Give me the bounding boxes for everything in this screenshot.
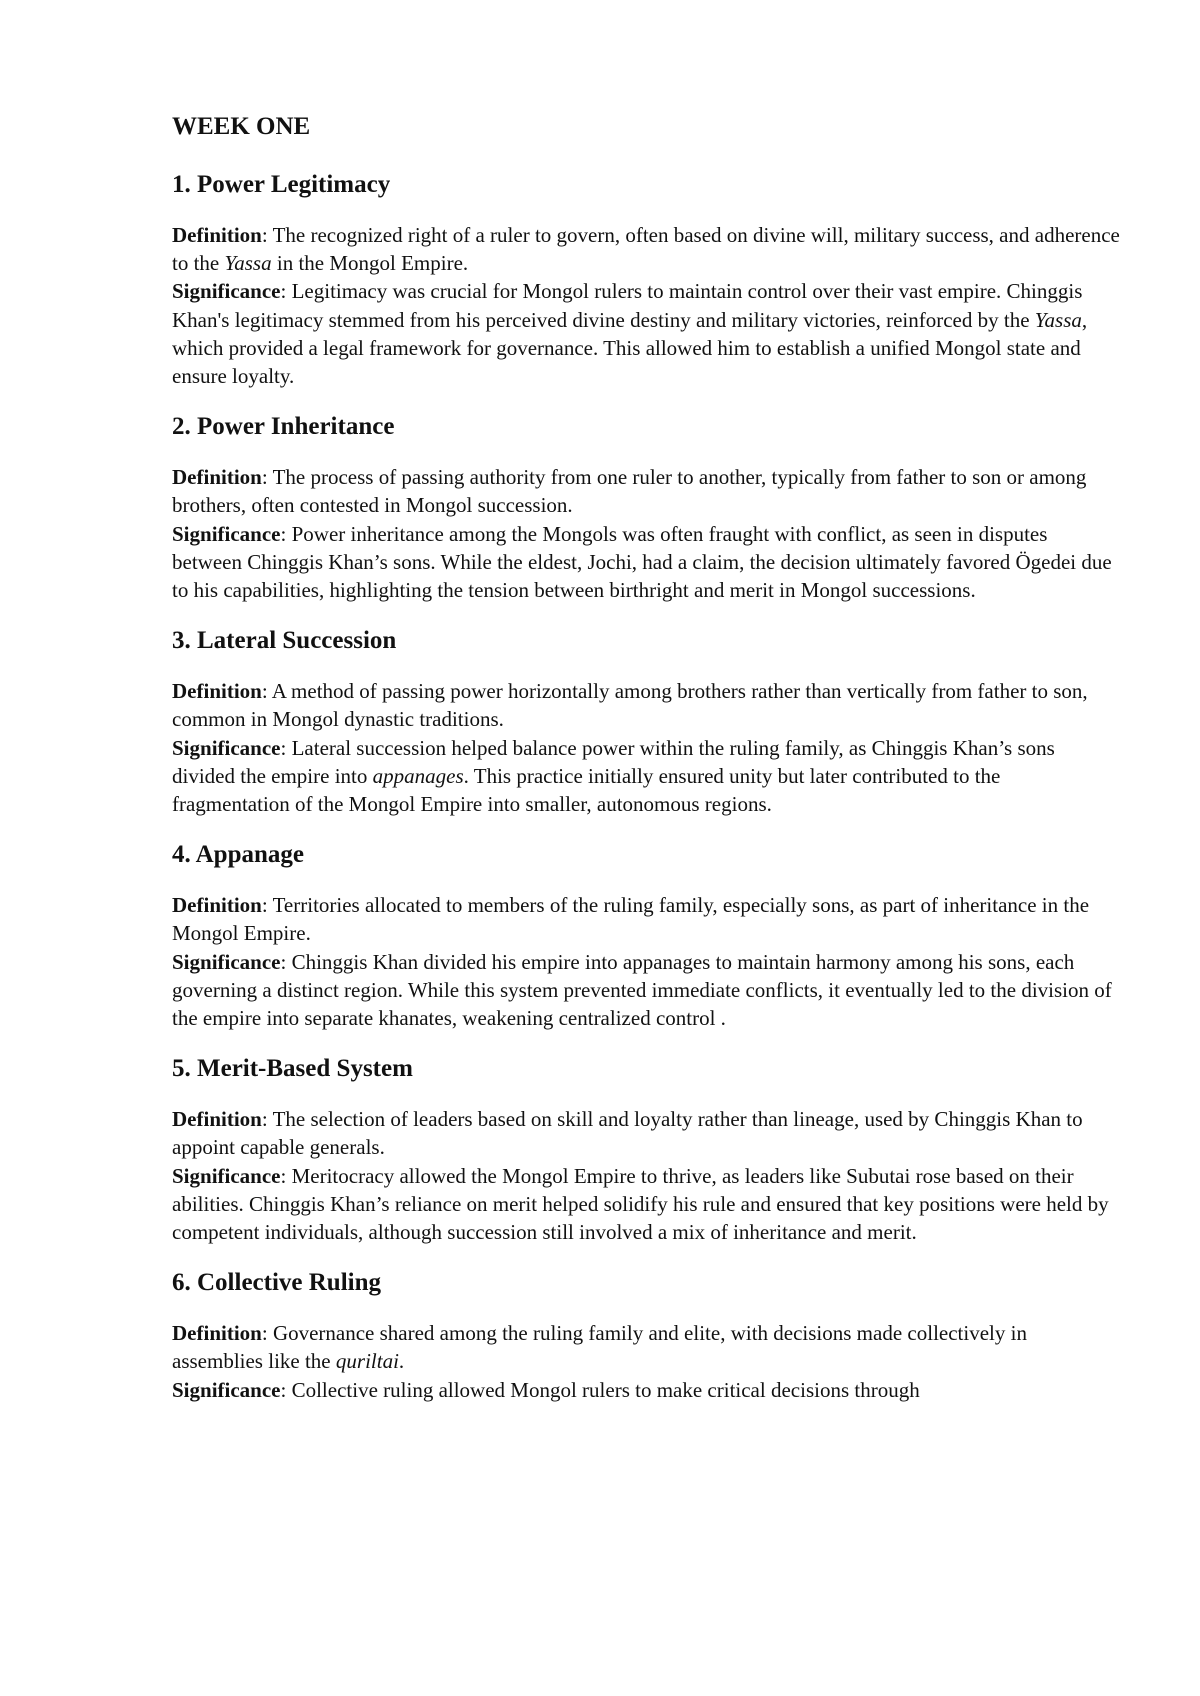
- definition-label: Definition: [172, 1107, 262, 1132]
- significance-text: Meritocracy allowed the Mongol Empire to thrive, as leaders like Subutai rose based on their abilities. Chinggis Khan’s reliance on merit helped solidify his rule and ensured that key positions were held by competent individuals, although succession still involved a mix of inheritance and merit.: [172, 1163, 1109, 1245]
- significance-text: Legitimacy was crucial for Mongol rulers to maintain control over their vast empire. Chinggis Khan's legitimacy stemmed from his perceived divine destiny and military victories, reinforced by the: [172, 279, 1083, 332]
- significance-term: appanages: [372, 763, 464, 788]
- definition-term: quriltai: [335, 1349, 399, 1374]
- section-collective-ruling: [172, 1268, 1122, 1404]
- significance-text: Chinggis Khan divided his empire into appanages to maintain harmony among his sons, each governing a distinct region. While this system prevented immediate conflicts, it eventually led to the division of the empire into separate khanates, weakening centralized control .: [172, 949, 1112, 1031]
- significance-text: Power inheritance among the Mongols was often fraught with conflict, as seen in disputes between Chinggis Khan’s sons. While the eldest, Jochi, had a claim, the decision ultimately favored Ögedei due to his capabilities, highlighting the tension between birthright and merit in Mongol successions.: [172, 521, 1112, 603]
- significance-label: Significance: [172, 1163, 281, 1188]
- section-power-legitimacy: [172, 170, 1122, 390]
- significance-label: Significance: [172, 735, 281, 760]
- definition-label: Definition: [172, 679, 262, 704]
- significance-text: Lateral succession helped balance power within the ruling family, as Chinggis Khan’s sons divided the empire into: [172, 735, 1055, 788]
- definition-paragraph: Definition: A method of passing power horizontally among brothers rather than vertically from father to son, common in Mongol dynastic traditions.: [172, 679, 1088, 732]
- definition-text: The process of passing authority from one ruler to another, typically from father to son or among brothers, often contested in Mongol succession.: [172, 465, 1087, 518]
- section-title: 6. Collective Ruling: [172, 1269, 382, 1297]
- section-power-inheritance: [172, 412, 1122, 604]
- definition-label: Definition: [172, 223, 262, 247]
- significance-text: , which provided a legal framework for governance. This allowed him to establish a unified Mongol state and ensure loyalty.: [172, 307, 1088, 389]
- significance-text: Collective ruling allowed Mongol rulers to make critical decisions through: [291, 1377, 920, 1402]
- significance-term: Yassa: [1034, 307, 1082, 332]
- definition-term: Yassa: [224, 251, 272, 276]
- definition-text: A method of passing power horizontally among brothers rather than vertically from father to son, common in Mongol dynastic traditions.: [172, 679, 1088, 732]
- significance-paragraph: Significance: Meritocracy allowed the Mongol Empire to thrive, as leaders like Subutai rose based on their abilities. Chinggis Khan’s reliance on merit helped solidify his rule and ensured that key positions were held by competent individuals, although succession still involved a mix of inheritance and merit.: [172, 1163, 1109, 1245]
- definition-text: The selection of leaders based on skill and loyalty rather than lineage, used by Chinggis Khan to appoint capable generals.: [172, 1107, 1083, 1160]
- section-lateral-succession: [172, 626, 1122, 818]
- significance-paragraph: Significance: Lateral succession helped balance power within the ruling family, as Chinggis Khan’s sons divided the empire into appanages. This practice initially ensured unity but later contributed to the fragmentation of the Mongol Empire into smaller, autonomous regions.: [172, 735, 1055, 817]
- definition-paragraph: Definition: Governance shared among the ruling family and elite, with decisions made collectively in assemblies like the quriltai.: [172, 1321, 1027, 1374]
- section-title: 4. Appanage: [172, 841, 304, 869]
- definition-text: Governance shared among the ruling family and elite, with decisions made collectively in assemblies like the: [172, 1321, 1027, 1374]
- section-appanage: [172, 840, 1122, 1032]
- section-title: 5. Merit-Based System: [172, 1055, 413, 1083]
- definition-paragraph: Definition: The selection of leaders based on skill and loyalty rather than lineage, used by Chinggis Khan to appoint capable generals.: [172, 1107, 1083, 1160]
- definition-label: Definition: [172, 465, 262, 490]
- significance-paragraph: Significance: Legitimacy was crucial for Mongol rulers to maintain control over their vast empire. Chinggis Khan's legitimacy stemmed from his perceived divine destiny and military victories, reinforced by the Yassa, which provided a legal framework for governance. This allowed him to establish a unified Mongol state and ensure loyalty.: [172, 279, 1088, 389]
- significance-text: . This practice initially ensured unity but later contributed to the fragmentation of the Mongol Empire into smaller, autonomous regions.: [172, 763, 1001, 817]
- section-merit-based-system: [172, 1054, 1122, 1246]
- document-page: [172, 112, 1122, 1426]
- week-title: WEEK ONE: [172, 113, 311, 140]
- section-title: 2. Power Inheritance: [172, 413, 395, 441]
- significance-paragraph: Significance: Chinggis Khan divided his empire into appanages to maintain harmony among his sons, each governing a distinct region. While this system prevented immediate conflicts, it eventually led to the division of the empire into separate khanates, weakening centralized control .: [172, 949, 1112, 1031]
- significance-label: Significance: [172, 1377, 281, 1402]
- definition-text: The recognized right of a ruler to govern, often based on divine will, military success, and adherence to the: [172, 223, 1120, 276]
- section-title: 3. Lateral Succession: [172, 627, 397, 655]
- significance-paragraph: Significance: Collective ruling allowed Mongol rulers to make critical decisions through: [172, 1377, 920, 1402]
- significance-label: Significance: [172, 949, 281, 974]
- definition-text: Territories allocated to members of the ruling family, especially sons, as part of inheritance in the Mongol Empire.: [172, 893, 1090, 946]
- significance-label: Significance: [172, 279, 281, 304]
- significance-label: Significance: [172, 521, 281, 546]
- definition-paragraph: Definition: The process of passing authority from one ruler to another, typically from father to son or among brothers, often contested in Mongol succession.: [172, 465, 1087, 518]
- definition-label: Definition: [172, 893, 262, 918]
- definition-text: .: [398, 1349, 405, 1374]
- definition-paragraph: Definition: Territories allocated to members of the ruling family, especially sons, as part of inheritance in the Mongol Empire.: [172, 893, 1090, 946]
- definition-text: in the Mongol Empire.: [271, 251, 469, 276]
- definition-paragraph: Definition: The recognized right of a ruler to govern, often based on divine will, military success, and adherence to the Yassa in the Mongol Empire.: [172, 223, 1120, 276]
- section-title: 1. Power Legitimacy: [172, 171, 391, 198]
- definition-label: Definition: [172, 1321, 262, 1346]
- significance-paragraph: Significance: Power inheritance among the Mongols was often fraught with conflict, as seen in disputes between Chinggis Khan’s sons. While the eldest, Jochi, had a claim, the decision ultimately favored Ögedei due to his capabilities, highlighting the tension between birthright and merit in Mongol successions.: [172, 521, 1112, 603]
